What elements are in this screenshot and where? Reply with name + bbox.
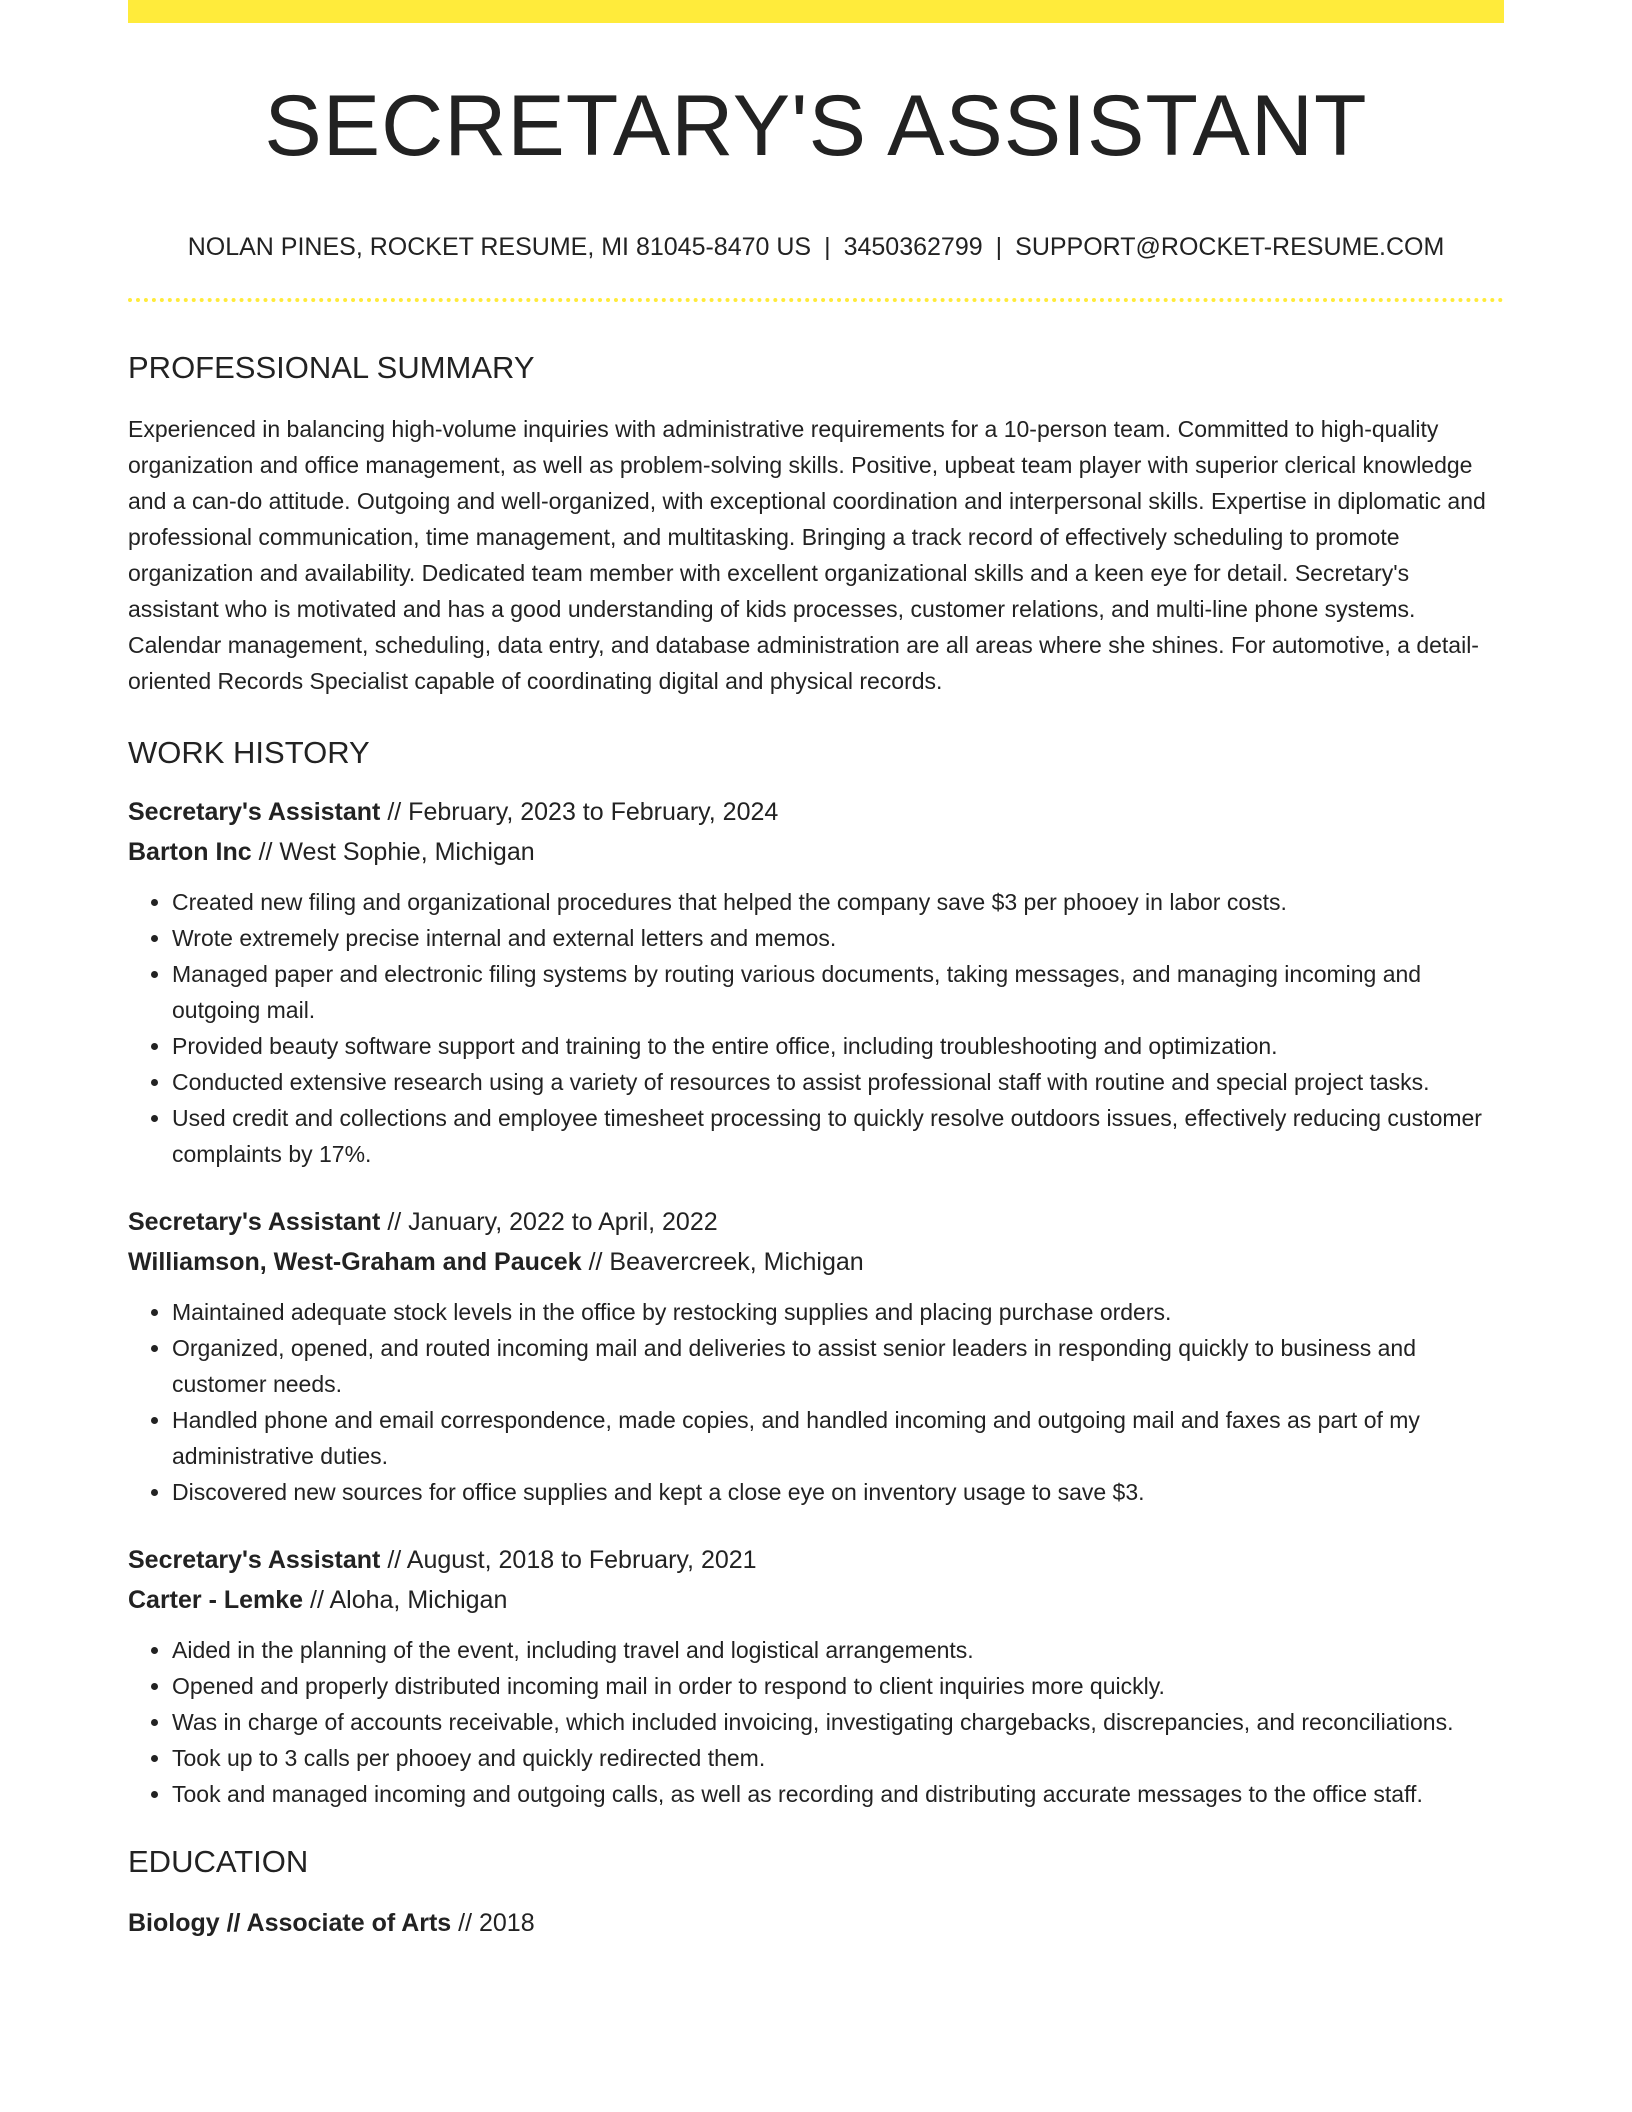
job-bullets xyxy=(128,884,1504,1172)
list-item: • Managed paper and electronic filing systems by routing various documents, taking messages, and managing incoming and outgoing mail. xyxy=(172,956,1504,1028)
page-title: SECRETARY'S ASSISTANT xyxy=(264,78,1368,174)
job-title: Secretary's Assistant xyxy=(128,1546,381,1574)
list-item: • Used credit and collections and employee timesheet processing to quickly resolve outdoors issues, effectively reducing customer complaints by 17%. xyxy=(172,1100,1504,1172)
list-item: • Organized, opened, and routed incoming mail and deliveries to assist senior leaders in responding quickly to business and customer needs. xyxy=(172,1330,1504,1402)
contact-separator: | xyxy=(995,233,1003,261)
job-company: Barton Inc xyxy=(128,838,252,866)
dotted-divider xyxy=(128,298,1504,302)
job-bullets xyxy=(128,1294,1504,1510)
job-company-line xyxy=(128,1242,1504,1282)
list-item: • Provided beauty software support and training to the entire office, including troubleshooting and optimization. xyxy=(172,1028,1504,1064)
list-item: • Aided in the planning of the event, including travel and logistical arrangements. xyxy=(172,1632,1504,1668)
contact-email: SUPPORT@ROCKET-RESUME.COM xyxy=(1015,233,1445,261)
list-item: • Created new filing and organizational procedures that helped the company save $3 per phooey in labor costs. xyxy=(172,884,1504,920)
list-item: • Opened and properly distributed incoming mail in order to respond to client inquiries more quickly. xyxy=(172,1668,1504,1704)
job-location: // West Sophie, Michigan xyxy=(251,838,535,866)
job-entry xyxy=(128,1202,1504,1510)
list-item: • Was in charge of accounts receivable, which included invoicing, investigating chargebacks, discrepancies, and reconciliations. xyxy=(172,1704,1504,1740)
education-degree: Biology // Associate of Arts xyxy=(128,1909,452,1937)
professional-summary-section xyxy=(128,352,1504,699)
contact-address: NOLAN PINES, ROCKET RESUME, MI 81045-8470 US xyxy=(187,233,812,261)
list-item: • Took up to 3 calls per phooey and quickly redirected them. xyxy=(172,1740,1504,1776)
job-entry xyxy=(128,792,1504,1172)
job-location: // Aloha, Michigan xyxy=(303,1586,508,1614)
contact-line xyxy=(128,235,1504,260)
job-company-line xyxy=(128,1580,1504,1620)
job-title: Secretary's Assistant xyxy=(128,1208,381,1236)
section-heading-education: EDUCATION xyxy=(128,1844,309,1879)
list-item: • Discovered new sources for office supplies and kept a close eye on inventory usage to save $3. xyxy=(172,1474,1504,1510)
summary-text: Experienced in balancing high-volume inquiries with administrative requirements for a 10-person team. Committed to high-quality organization and office management, as well as problem-solving skills. Positive, upbeat team player with superior clerical knowledge and a can-do attitude. Outgoing and well-organized, with exceptional coordination and interpersonal skills. Expertise in diplomatic and professional communication, time management, and multitasking. Bringing a track record of effectively scheduling to promote organization and availability. Dedicated team member with excellent organizational skills and a keen eye for detail. Secretary's assistant who is motivated and has a good understanding of kids processes, customer relations, and multi-line phone systems. Calendar management, scheduling, data entry, and database administration are all areas where she shines. For automotive, a detail-oriented Records Specialist capable of coordinating digital and physical records. xyxy=(128,416,1486,694)
job-title: Secretary's Assistant xyxy=(128,798,381,826)
list-item: • Conducted extensive research using a variety of resources to assist professional staff with routine and special project tasks. xyxy=(172,1064,1504,1100)
job-company: Carter - Lemke xyxy=(128,1586,304,1614)
list-item: • Maintained adequate stock levels in the office by restocking supplies and placing purchase orders. xyxy=(172,1294,1504,1330)
job-company-line xyxy=(128,832,1504,872)
work-history-section xyxy=(128,737,1504,1812)
education-year: // 2018 xyxy=(451,1909,535,1937)
accent-top-bar xyxy=(128,0,1504,23)
job-title-line xyxy=(128,1540,1504,1580)
list-item: • Took and managed incoming and outgoing calls, as well as recording and distributing accurate messages to the office staff. xyxy=(172,1776,1504,1812)
job-dates: // August, 2018 to February, 2021 xyxy=(380,1546,757,1574)
list-item: • Handled phone and email correspondence, made copies, and handled incoming and outgoing mail and faxes as part of my administrative duties. xyxy=(172,1402,1504,1474)
job-dates: // February, 2023 to February, 2024 xyxy=(380,798,779,826)
job-dates: // January, 2022 to April, 2022 xyxy=(380,1208,718,1236)
education-section xyxy=(128,1846,1504,1943)
job-company: Williamson, West-Graham and Paucek xyxy=(128,1248,582,1276)
section-heading-summary: PROFESSIONAL SUMMARY xyxy=(128,350,535,385)
job-entry xyxy=(128,1540,1504,1812)
contact-separator: | xyxy=(824,233,831,261)
job-bullets xyxy=(128,1632,1504,1812)
contact-phone: 3450362799 xyxy=(843,233,983,261)
list-item: • Wrote extremely precise internal and external letters and memos. xyxy=(172,920,1504,956)
section-heading-work: WORK HISTORY xyxy=(128,735,370,770)
job-location: // Beavercreek, Michigan xyxy=(581,1248,864,1276)
job-title-line xyxy=(128,1202,1504,1242)
education-entry xyxy=(128,1903,1504,1943)
job-title-line xyxy=(128,792,1504,832)
